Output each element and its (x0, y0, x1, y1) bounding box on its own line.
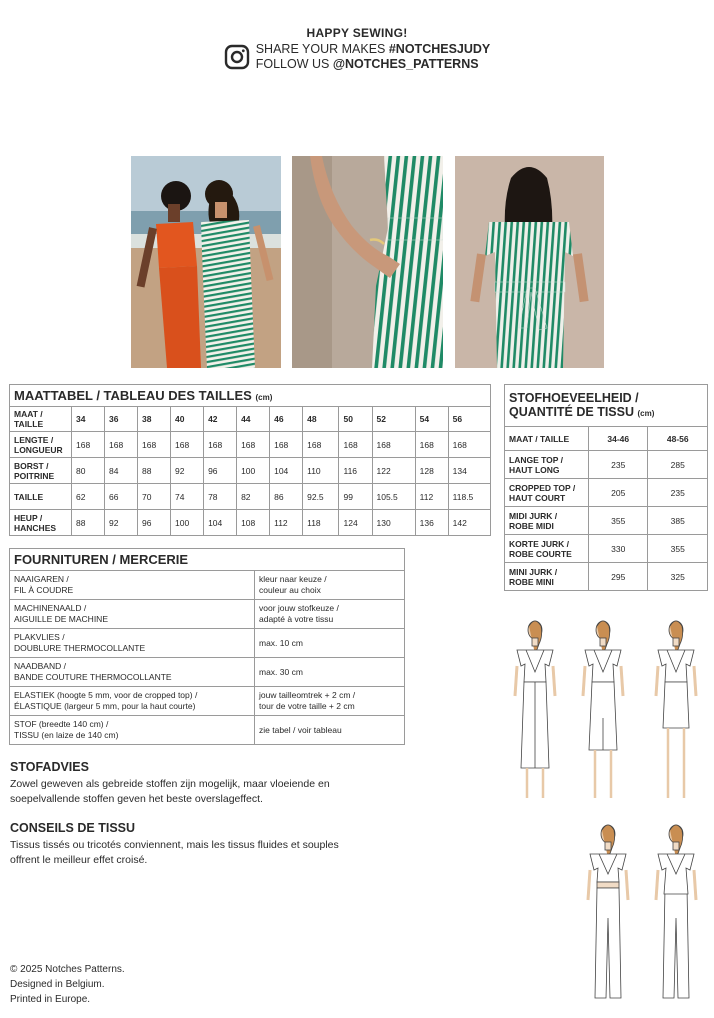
stofadvies-heading: STOFADVIES (10, 760, 89, 774)
table-row: KORTE JURK / ROBE COURTE 330 355 (505, 535, 708, 563)
beach-photo (131, 156, 281, 368)
hashtag[interactable]: #NOTCHESJUDY (388, 42, 491, 56)
fabric-table-title: STOFHOEVEELHEID / QUANTITÉ DE TISSU (cm) (505, 385, 708, 427)
size-table-title: MAATTABEL / TABLEAU DES TAILLES (cm) (10, 385, 491, 407)
table-row: MINI JURK / ROBE MINI 295 325 (505, 563, 708, 591)
back-view-photo (455, 156, 604, 368)
table-row: PLAKVLIES / DOUBLURE THERMOCOLLANTE max. 10 cm (10, 629, 405, 658)
short-dress-figure (646, 618, 706, 802)
table-row: MACHINENAALD / AIGUILLE DE MACHINE voor jouw stofkeuze / adapté à votre tissu (10, 600, 405, 629)
footer: © 2025 Notches Patterns. Designed in Belgium. Printed in Europe. (10, 964, 125, 1005)
happy-sewing-heading: HAPPY SEWING! (306, 26, 408, 40)
social-block (224, 42, 491, 72)
table-row: BORST / POITRINE 80 84 88 92 96 100 104 110 116 122 128 134 (10, 458, 491, 484)
table-row: HEUP / HANCHES 88 92 96 100 104 108 112 118 124 130 136 142 (10, 510, 491, 536)
table-row: ELASTIEK (hoogte 5 mm, voor de cropped top) / ÉLASTIQUE (largeur 5 mm, pour la haut courte) jouw tailleomtrek + 2 cm / tour de votre taille + 2 cm (10, 687, 405, 716)
conseils-text: Tissus tissés ou tricotés conviennent, mais les tissus fluides et souples offrent le meilleur effet croisé. (10, 839, 339, 866)
table-row: TAILLE 62 66 70 74 78 82 86 92.5 99 105.5 112 118.5 (10, 484, 491, 510)
stofadvies-text: Zowel geweven als gebreide stoffen zijn mogelijk, maar vloeiende en soepelvallende stoffen geven het beste overslageffect. (10, 778, 330, 805)
header (0, 26, 714, 75)
table-row: NAAIGAREN / FIL À COUDRE kleur naar keuze / couleur au choix (10, 571, 405, 600)
table-row: NAADBAND / BANDE COUTURE THERMOCOLLANTE max. 30 cm (10, 658, 405, 687)
midi-dress-slit-figure (573, 618, 633, 802)
instagram-handle[interactable]: @NOTCHES_PATTERNS (332, 57, 479, 71)
follow-line: FOLLOW US @NOTCHES_PATTERNS (255, 57, 479, 71)
pocket-detail-photo (292, 156, 443, 368)
instagram-icon[interactable] (224, 44, 250, 70)
supplies-table (9, 548, 405, 745)
table-row: MIDI JURK / ROBE MIDI 355 385 (505, 507, 708, 535)
midi-dress-figure (505, 618, 565, 802)
conseils-section (10, 821, 410, 868)
supplies-title: FOURNITUREN / MERCERIE (10, 549, 405, 571)
size-table (9, 384, 491, 536)
share-line: SHARE YOUR MAKES #NOTCHESJUDY (255, 42, 491, 56)
size-header-row: MAAT / TAILLE 34 36 38 40 42 44 46 48 50 52 54 56 (10, 407, 491, 432)
stofadvies-section (10, 760, 410, 807)
table-row: STOF (breedte 140 cm) / TISSU (en laize de 140 cm) zie tabel / voir tableau (10, 716, 405, 745)
table-row: LENGTE / LONGUEUR 168 168 168 168 168 168 168 168 168 168 168 168 (10, 432, 491, 458)
fabric-quantity-table (504, 384, 708, 591)
table-row: CROPPED TOP / HAUT COURT 205 235 (505, 479, 708, 507)
cropped-top-pants-figure (578, 822, 638, 1006)
fabric-header-row: MAAT / TAILLE 34-46 48-56 (505, 427, 708, 451)
table-row: LANGE TOP / HAUT LONG 235 285 (505, 451, 708, 479)
conseils-heading: CONSEILS DE TISSU (10, 821, 136, 835)
long-top-pants-figure (646, 822, 706, 1006)
